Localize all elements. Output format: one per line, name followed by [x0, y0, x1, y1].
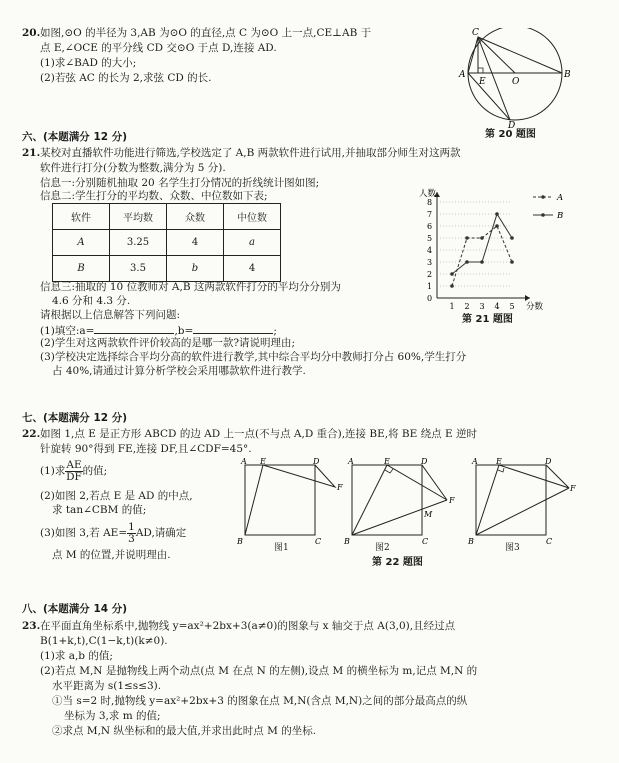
q21-info3-line2: 4.6 分和 4.3 分.: [52, 295, 131, 307]
table-cell: b: [167, 256, 224, 282]
data-point-A: [465, 236, 469, 240]
label-E: E: [479, 77, 486, 87]
table-cell: a: [224, 230, 281, 256]
data-point-A: [510, 260, 514, 264]
blank-b: [193, 323, 273, 334]
q22-figure-1: [235, 455, 350, 555]
question-number: 20.: [22, 27, 41, 39]
q21-info2: 信息二:学生打分的平均数、众数、中位数如下表;: [40, 190, 268, 202]
y-tick-label: 8: [427, 198, 433, 207]
legend-label-A: A: [557, 193, 564, 203]
table-header: 中位数: [224, 204, 281, 230]
label-C: C: [546, 537, 553, 546]
label-B: B: [237, 537, 243, 546]
table-cell: 4: [224, 256, 281, 282]
q23-sub2-line1: (2)若点 M,N 是抛物线上两个动点(点 M 在点 N 的左侧),设点 M 的横坐标为 m,记点 M,N 的: [40, 665, 478, 677]
y-tick-label: 3: [427, 258, 433, 267]
q22-sub3-pre: (3)如图 3,若 AE=: [40, 527, 128, 539]
fraction-one-third: [127, 522, 136, 545]
question-number: 21.: [22, 147, 41, 159]
label-D: D: [508, 121, 516, 128]
q22-figure-caption: 第 22 题图: [372, 557, 423, 568]
q23-sub1: (1)求 a,b 的值;: [40, 650, 113, 662]
q20-sub2: (2)若弦 AC 的长为 2,求弦 CD 的长.: [40, 72, 212, 84]
data-point-A: [450, 284, 454, 288]
label-C: C: [422, 537, 429, 546]
q21-figure-caption: 第 21 题图: [462, 314, 513, 325]
table-header: 平均数: [110, 204, 167, 230]
label-C: C: [315, 537, 322, 546]
q21-sub1: [40, 323, 277, 338]
fraction-denominator: DF: [66, 470, 82, 483]
q23-stem-line1: 在平面直角坐标系中,抛物线 y=ax²+2bx+3(a≠0)的图象与 x 轴交于点 A(3,0),且经过点: [40, 620, 456, 632]
q22-sub3-line2: 点 M 的位置,并说明理由.: [52, 549, 171, 561]
y-axis-label: 人数: [419, 189, 437, 199]
q22-figure-2: [342, 455, 462, 555]
q20-figure-caption: 第 20 题图: [485, 129, 536, 140]
label-E: E: [384, 457, 390, 466]
label-B: B: [564, 70, 571, 80]
q21-sub1-a-label: (1)填空:a=: [40, 325, 95, 337]
table-cell: A: [53, 230, 110, 256]
label-A: A: [241, 457, 247, 466]
label-D: D: [313, 457, 320, 466]
q23-case1-line2: 坐标为 3,求 m 的值;: [64, 710, 161, 722]
y-tick-label: 5: [427, 234, 433, 243]
data-point-B: [510, 236, 514, 240]
q20-stem-line2: 点 E,∠OCE 的平分线 CD 交⊙O 于点 D,连接 AD.: [40, 42, 277, 54]
q23-case2: ②求点 M,N 纵坐标和的最大值,并求出此时点 M 的坐标.: [52, 725, 317, 737]
q21-sub1-end: ;: [273, 325, 277, 337]
x-tick-label: 2: [464, 302, 470, 311]
y-tick-label: 4: [427, 246, 433, 255]
q21-sub3-line1: (3)学校决定选择综合平均分高的软件进行教学,其中综合平均分中教师打分占 60%,学生打分: [40, 351, 467, 363]
label-E: E: [496, 457, 502, 466]
q22-sub2-line2: 求 tan∠CBM 的值;: [52, 504, 147, 516]
x-axis-label: 分数: [526, 302, 544, 312]
label-M: M: [424, 510, 433, 519]
q22-fig2-caption: 图2: [375, 543, 390, 553]
q21-ask: 请根据以上信息解答下列问题:: [40, 309, 181, 321]
label-F: F: [449, 496, 455, 505]
section-heading-6: 六、(本题满分 12 分): [22, 131, 128, 143]
table-header-row: [53, 204, 281, 230]
statistics-table: [52, 203, 281, 282]
q22-sub3-post: AD,请确定: [135, 527, 187, 539]
label-A: A: [348, 457, 354, 466]
question-number: 23.: [22, 620, 41, 632]
q20-stem-line1: 如图,⊙O 的半径为 3,AB 为⊙O 的直径,点 C 为⊙O 上一点,CE⊥AB 于: [40, 27, 372, 39]
data-point-A: [480, 236, 484, 240]
q21-info1: 信息一:分别随机抽取 20 名学生打分情况的折线统计图如图;: [40, 177, 320, 189]
q22-stem-line2: 针旋转 90°得到 FE,连接 DF,且∠CDF=45°.: [40, 443, 252, 455]
data-point-B: [465, 260, 469, 264]
table-cell: 3.5: [110, 256, 167, 282]
label-D: D: [545, 457, 552, 466]
q20-circle-figure: [455, 28, 580, 128]
y-tick-label: 0: [427, 294, 433, 303]
legend-label-B: B: [557, 211, 564, 221]
q20-sub1: (1)求∠BAD 的大小;: [40, 57, 137, 69]
x-tick-label: 4: [494, 302, 500, 311]
x-tick-label: 5: [509, 302, 515, 311]
section-heading-7: 七、(本题满分 12 分): [22, 412, 128, 424]
label-B: B: [468, 537, 474, 546]
label-D: D: [421, 457, 428, 466]
q22-sub2-line1: (2)如图 2,若点 E 是 AD 的中点,: [40, 490, 193, 502]
line-chart: [415, 185, 590, 325]
fraction-denominator: 3: [128, 532, 135, 545]
data-point-B: [495, 212, 499, 216]
label-F: F: [570, 484, 576, 493]
q23-stem-line2: B(1+k,t),C(1−k,t)(k≠0).: [40, 635, 168, 647]
series-line-B: [452, 214, 512, 274]
q23-sub2-line2: 水平距离为 s(1≤s≤3).: [52, 680, 162, 692]
q21-sub3-line2: 占 40%,请通过计算分析学校会采用哪款软件进行教学.: [52, 365, 306, 377]
blank-a: [94, 323, 174, 334]
legend-marker-B: [541, 213, 545, 217]
x-tick-label: 3: [479, 302, 485, 311]
q22-sub1-pre: (1)求: [40, 465, 66, 477]
q22-stem-line1: 如图 1,点 E 是正方形 ABCD 的边 AD 上一点(不与点 A,D 重合),连接 BE,将 BE 绕点 E 逆时: [40, 428, 477, 440]
q21-sub1-b-label: ,b=: [174, 325, 194, 337]
table-row: [53, 256, 281, 282]
table-row: [53, 230, 281, 256]
y-tick-label: 1: [427, 282, 433, 291]
label-B: B: [344, 537, 350, 546]
q21-info3-line1: 信息三:抽取的 10 位教师对 A,B 这两款软件打分的平均分分别为: [40, 281, 341, 293]
legend-marker-A: [541, 195, 545, 199]
label-A: A: [459, 70, 466, 80]
data-point-A: [495, 224, 499, 228]
fraction-numerator: AE: [66, 458, 82, 471]
y-tick-label: 7: [427, 210, 433, 219]
q22-fig3-caption: 图3: [505, 543, 520, 553]
data-point-B: [480, 260, 484, 264]
q21-sub2: (2)学生对这两款软件评价较高的是哪一款?请说明理由;: [40, 337, 296, 349]
y-tick-label: 2: [427, 270, 433, 279]
table-cell: 3.25: [110, 230, 167, 256]
x-tick-label: 1: [449, 302, 455, 311]
q23-case1-line1: ①当 s=2 时,抛物线 y=ax²+2bx+3 的图象在点 M,N(含点 M,N)之间的部分最高点的纵: [52, 695, 468, 707]
series-line-A: [452, 226, 512, 286]
section-heading-8: 八、(本题满分 14 分): [22, 603, 128, 615]
label-E: E: [260, 457, 266, 466]
table-header: 众数: [167, 204, 224, 230]
label-F: F: [337, 483, 343, 492]
label-A: A: [472, 457, 478, 466]
fraction-ae-df: [65, 460, 82, 483]
q21-stem-line2: 软件进行打分(分数为整数,满分为 5 分).: [40, 162, 226, 174]
fraction-numerator: 1: [128, 520, 135, 533]
q21-stem-line1: 某校对直播软件功能进行筛选,学校选定了 A,B 两款软件进行试用,并抽取部分师生对这两款: [40, 147, 461, 159]
q22-figure-3: [466, 455, 581, 555]
y-tick-label: 6: [427, 222, 433, 231]
table-cell: B: [53, 256, 110, 282]
q22-sub3: [40, 520, 186, 546]
label-C: C: [472, 28, 479, 38]
question-number: 22.: [22, 428, 41, 440]
table-cell: 4: [167, 230, 224, 256]
q22-fig1-caption: 图1: [274, 543, 289, 553]
data-point-B: [450, 272, 454, 276]
q22-sub1-post: 的值;: [82, 465, 108, 477]
q22-sub1: [40, 458, 107, 484]
table-header: 软件: [53, 204, 110, 230]
label-O: O: [512, 77, 520, 87]
x-axis-arrow: [525, 295, 530, 301]
